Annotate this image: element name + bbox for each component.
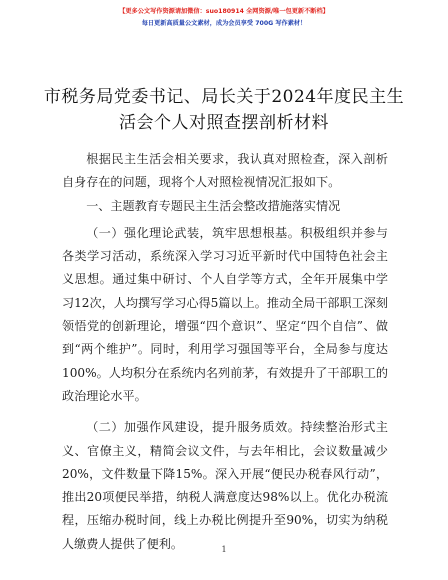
intro-paragraph: 根据民主生活会相关要求，我认真对照检查，深入剖析自身存在的问题，现将个人对照检视情况汇报如下。: [62, 152, 388, 190]
document-title: [40, 84, 408, 136]
title-line-2: 活会个人对照查摆剖析材料: [119, 113, 329, 133]
document-body: [62, 148, 388, 556]
paragraph-style: （二）加强作风建设，提升服务质效。持续整治形式主义、官僚主义，精简会议文件，与去年相比，会议数量减少20%，文件数量下降15%。深入开展“便民办税春风行动”，推出20项便民举措，纳税人满意度达98%以上。优化办税流程，压缩办税时间，线上办税比例提升至90%，切实为纳税人缴费人提供了便利。: [62, 420, 388, 551]
title-line-1: 市税务局党委书记、局长关于2024年度民主生: [43, 87, 405, 107]
section-heading-1: 一、主题教育专题民主生活会整改措施落实情况: [86, 198, 341, 213]
promo-line-1: 【更多公文写作资源请加微信：suo180914 全网资源/唯一包更新不断档】: [119, 8, 329, 15]
paragraph-theory: （一）强化理论武装，筑牢思想根基。积极组织并参与各类学习活动，系统深入学习习近平新时代中国特色社会主义思想。通过集中研讨、个人自学等方式，全年开展集中学习12次，人均撰写学习心得5篇以上。推动全局干部职工深刻领悟党的创新理论，增强“四个意识”、坚定“四个自信”、做到“两个维护”。同时，利用学习强国等平台，全局参与度达100%。人均积分在系统内名列前茅，有效提升了干部职工的政治理论水平。: [62, 225, 388, 403]
promo-line-2: 每日更新高质量公文素材，成为会员享受 700G 写作素材！: [141, 20, 307, 27]
promo-banner: [0, 6, 448, 30]
page-number: 1: [221, 545, 227, 554]
